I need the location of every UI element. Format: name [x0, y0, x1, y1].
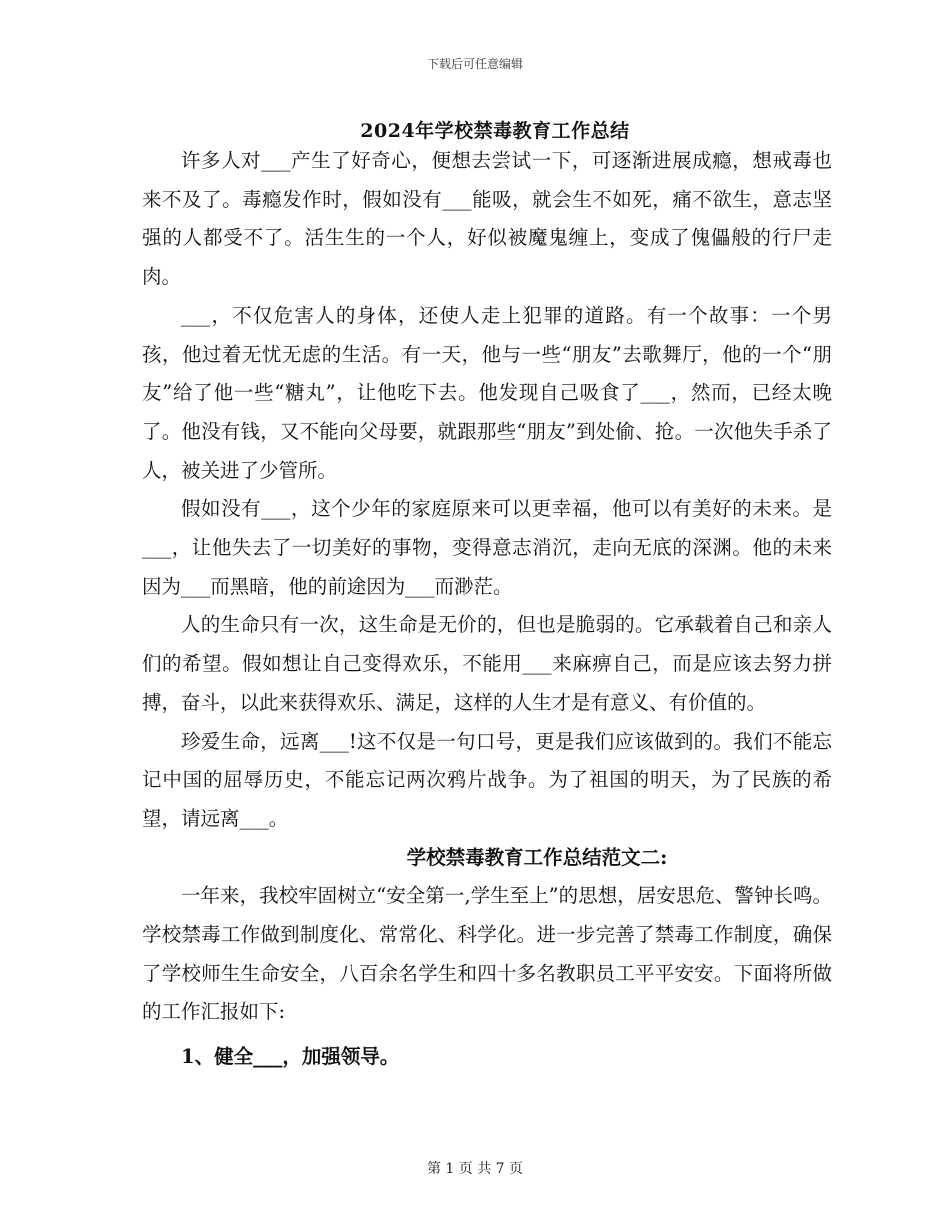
section-subtitle: 学校禁毒教育工作总结范文二: [406, 845, 668, 869]
section-heading: 1、健全___，加强领导。 [181, 1045, 400, 1069]
paragraph: 许多人对___产生了好奇心，便想去尝试一下，可逐渐进展成瘾，想戒毒也来不及了。毒瘾发作时，假如没有___能吸，就会生不如死，痛不欲生，意志坚强的人都受不了。活生生的一个人，好似被魔鬼缠上，变成了傀儡般的行尸走肉。 [142, 149, 832, 289]
document-body [142, 142, 832, 1077]
paragraph: 假如没有___，这个少年的家庭原来可以更幸福，他可以有美好的未来。是___，让他失去了一切美好的事物，变得意志消沉，走向无底的深渊。他的未来因为___而黑暗，他的前途因为___而渺茫。 [142, 497, 832, 598]
paragraph: ___，不仅危害人的身体，还使人走上犯罪的道路。有一个故事：一个男孩，他过着无忧无虑的生活。有一天，他与一些“朋友”去歌舞厅，他的一个“朋友”给了他一些“糖丸”，让他吃下去。他发现自己吸食了___，然而，已经太晚了。他没有钱，又不能向父母要，就跟那些“朋友”到处偷、抢。一次他失手杀了人，被关进了少管所。 [142, 303, 832, 482]
paragraph: 一年来，我校牢固树立“安全第一,学生至上”的思想，居安思危、警钟长鸣。学校禁毒工作做到制度化、常常化、科学化。进一步完善了禁毒工作制度，确保了学校师生生命安全，八百余名学生和四十多名教职员工平平安安。下面将所做的工作汇报如下: [142, 884, 832, 1024]
paragraph: 珍爱生命，远离___!这不仅是一句口号，更是我们应该做到的。我们不能忘记中国的屈辱历史，不能忘记两次鸦片战争。为了祖国的明天，为了民族的希望，请远离___。 [142, 729, 832, 830]
paragraph: 人的生命只有一次，这生命是无价的，但也是脆弱的。它承载着自己和亲人们的希望。假如想让自己变得欢乐，不能用___来麻痹自己，而是应该去努力拼搏，奋斗，以此来获得欢乐、满足，这样的人生才是有意义、有价值的。 [142, 613, 832, 714]
page-header-note: 下载后可任意编辑 [426, 57, 523, 71]
page-footer: 第 1 页 共 7 页 [426, 1161, 524, 1177]
document-title: 2024年学校禁毒教育工作总结 [360, 120, 630, 142]
